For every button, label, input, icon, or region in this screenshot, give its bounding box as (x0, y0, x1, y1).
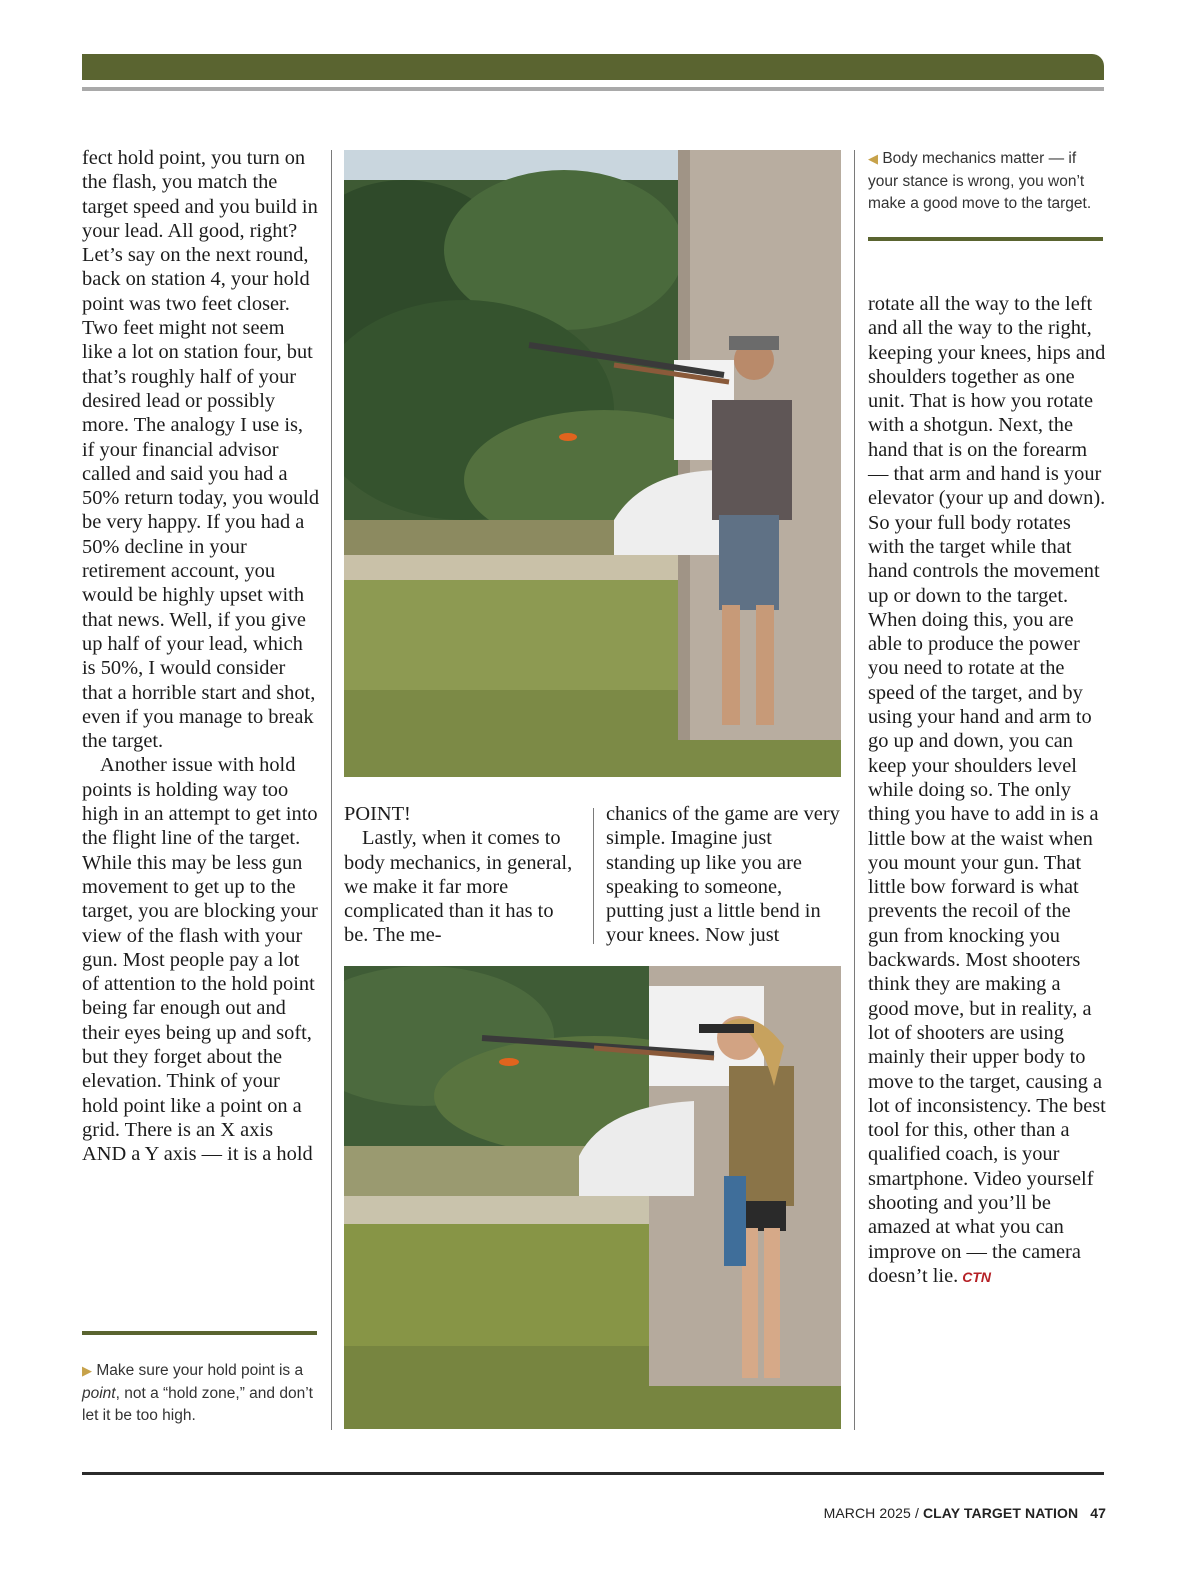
footer-separator: / (914, 1505, 919, 1521)
caption-arrow-left-icon: ◀ (868, 151, 878, 166)
caption-rule (868, 237, 1103, 241)
photo-female-shooter (344, 966, 841, 1429)
caption-text: Make sure your hold point is a (96, 1362, 304, 1379)
caption-arrow-right-icon: ▶ (82, 1363, 92, 1378)
photo-caption-top-right (868, 148, 1106, 216)
paragraph (868, 292, 1106, 1289)
caption-emphasis: point (82, 1384, 116, 1402)
page-number: 47 (1090, 1505, 1106, 1521)
photo-caption-bottom-left (82, 1360, 317, 1428)
column-divider (854, 150, 855, 1430)
paragraph: chanics of the game are very simple. Imagine just standing up like you are speaking to someone, putting just a little bend in your knees. Now just (606, 803, 840, 947)
paragraph: fect hold point, you turn on the flash, you match the target speed and you build in your lead. All good, right? Let’s say on the next round, back on station 4, your hold point was two feet closer. Two feet might not seem like a lot on station four, but that’s roughly half of your desired lead or possibly more. The analogy I use is, if your financial advisor called and said you had a 50% return today, you would be very happy. If you had a 50% decline in your retirement account, you would be highly upset with that news. Well, if you give up half of your lead, which is 50%, I would consider that a horrible start and shot, even if you manage to break the target. (82, 147, 320, 753)
paragraph: Another issue with hold points is holding way too high in an attempt to get into the flight line of the target. While this may be less gun movement to get up to the target, you are blocking your view of the flash with your gun. Most people pay a lot of attention to the hold point being far enough out and their eyes being up and soft, but they forget about the elevation. Think of your hold point like a point on a grid. There is an X axis AND a Y axis — it is a hold (82, 754, 318, 1166)
paragraph: Lastly, when it comes to body mechanics, in general, we make it far more complicated than it has to be. The me- (344, 827, 573, 947)
paragraph-text: rotate all the way to the left and all the way to the right, keeping your knees, hips and shoulders together as one unit. That is how you rotate with a shotgun. Next, the hand that is on the forearm — that arm and hand is your elevator (your up and down). So your full body rotates with the target while that hand controls the movement up or down to the target. When doing this, you are able to produce the power you need to rotate at the speed of the target, and by using your hand and arm to go up and down, you can keep your shoulders level while doing so. The only thing you have to add in is a little bow at the waist when you mount your gun. That little bow forward is what prevents the recoil of the gun from knocking you backwards. Most shooters think they are making a good move, but in reality, a lot of shooters are using mainly their upper body to move to the target, causing a lot of inconsistency. The best tool for this, other than a qualified coach, is your smartphone. Video yourself shooting and you’ll be amazed at what you can improve on — the camera doesn’t lie. (868, 293, 1106, 1287)
photo-male-shooter (344, 150, 841, 777)
ctn-end-mark: CTN (962, 1268, 992, 1285)
article-column-4 (868, 292, 1106, 1289)
header-rule (82, 87, 1104, 91)
magazine-name: CLAY TARGET NATION (922, 1505, 1079, 1521)
article-column-3 (606, 802, 842, 948)
caption-rule (82, 1331, 317, 1335)
column-divider (593, 808, 594, 944)
page-footer (824, 1505, 1106, 1521)
header-bar (82, 54, 1104, 80)
caption-text: , not a “hold zone,” and don’t let it be too high. (82, 1384, 313, 1424)
footer-rule (82, 1472, 1104, 1475)
article-column-1 (82, 146, 320, 1166)
paragraph: POINT! (344, 803, 411, 825)
article-column-2 (344, 802, 580, 948)
column-divider (331, 150, 332, 1430)
issue-date: MARCH 2025 (823, 1505, 911, 1521)
caption-text: Body mechanics matter — if your stance is wrong, you won’t make a good move to the target. (868, 150, 1092, 212)
